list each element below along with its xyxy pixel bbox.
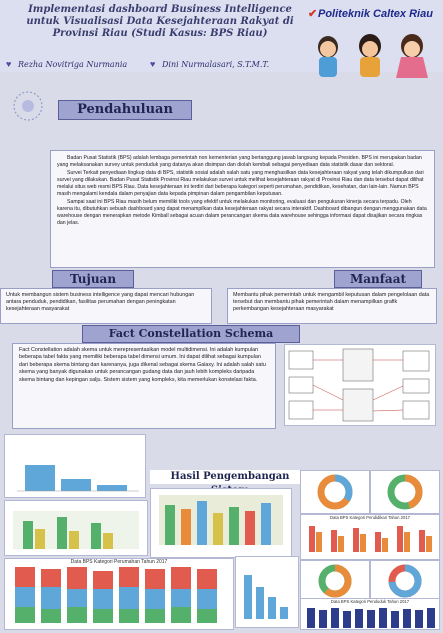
heart-icon: ♥ <box>6 59 12 69</box>
schema-diagram <box>284 344 436 426</box>
chart-card <box>4 434 146 498</box>
chart-card <box>300 514 440 560</box>
stacked-bar-chart <box>5 565 233 627</box>
donut-chart <box>371 471 439 513</box>
chart-card <box>300 470 370 514</box>
bar-chart <box>301 604 439 628</box>
chart-card <box>4 558 234 630</box>
section-heading-fact-constellation: Fact Constellation Schema <box>82 325 300 343</box>
section-heading-pendahuluan: Pendahuluan <box>58 100 192 120</box>
section-heading-tujuan: Tujuan <box>52 270 134 288</box>
stacked-bar-chart <box>151 489 291 557</box>
manfaat-text: Membantu pihak pemerintah untuk mengambil keputusan dalam pengelolaan data tersebut dan membantu pihak pemerintah dalam menampilkan grafik perkembangan kesejahteraan masyarakat <box>227 288 437 324</box>
chart-title: Data BPS Kategori Perumahan Tahun 2017 <box>70 559 168 565</box>
bar-chart <box>301 520 439 556</box>
bar-chart <box>236 557 298 627</box>
chart-card <box>4 500 148 556</box>
chart-card <box>370 470 440 514</box>
paragraph: Badan Pusat Statistik (BPS) adalah lembaga pemerintah non kementerian yang bertanggung jawab langsung kepada Presiden. BPS ini merupakan badan yang melaksanakan survey untuk penduduk yang datanya akan disimpan dan diolah kembali sebagai penyediaan data statistik dasar dan sektoral. <box>57 155 422 168</box>
tujuan-text: Untuk membangun sistem business intelligence yang dapat mencari hubungan antara penduduk, pendidikan, fasilitas perumahan dengan peningkatan kesejahteraan masyarakat <box>0 288 212 324</box>
section-heading-manfaat: Manfaat <box>334 270 422 288</box>
chart-card <box>235 556 299 628</box>
paragraph: Survei Terkait penyediaan lingkup data di BPS, statistik sosial adalah salah satu yang menghasilkan data kesejahteraan rakyat yang telah dikumpulkan dari survei yang dilakukan. Badan Pusat Statistik Provinsi Riau melakukan survei untuk melihat kesejahteraan rakyat di Provinsi Riau dan data tersebut dapat dilihat melalui situs web resmi BPS Riau. Data kesejahteraan ini terdiri dari beberapa kategori seperti perumahan, pendidikan, kesehatan, dan lain-lain. Namun BPS masih mengalami kendala dalam penyajian data kepada pimpinan dalam pengambilan keputusan. <box>57 170 424 197</box>
chart-card <box>370 560 440 602</box>
author-name: Rezha Novitriga Nurmania <box>18 60 128 69</box>
fact-constellation-text: Fact Constellation adalah skema untuk merepresentasikan model multidimensi. Ini adalah kumpulan beberapa tabel fakta yang memiliki beberapa tabel dimensi umum. Ini dapat dilihat sebagai kumpulan dari beberapa skema bintang dan karenanya, juga dikenal sebagai skema Galaxy. Ini adalah salah satu skema yang banyak digunakan untuk perancangan gudang data dan jauh lebih kompleks daripada skema bintang dan kepingan salju. Sistem sistem yang kompleks, kita memerlukan konstelasi fakta. <box>12 343 276 429</box>
bar-chart <box>5 435 145 497</box>
section-heading-hasil: Hasil Pengembangan <box>150 470 310 484</box>
chart-card <box>300 598 440 630</box>
supervisor-name: Dini Nurmalasari, S.T.M.T. <box>162 60 270 69</box>
bar-chart <box>5 501 147 555</box>
chart-card <box>150 488 292 558</box>
decorative-doodle <box>8 86 48 126</box>
chart-title: Data BPS Kategori Penduduk Tahun 2017 <box>330 599 410 604</box>
paragraph: Sampai saat ini BPS Riau masih belum memiliki tools yang efektif untuk melakukan monitoring, evaluasi dan pengukuran kinerja secara terpadu. Oleh karena itu, dibutuhkan sebuah dashboard yang dapat menampilkan data kesejahteraan rakyat secara interaktif. Dashboard dibangun dengan menggunakan data warehouse dengan menerapkan metode Kimball sebagai acuan dalam perancangan skema data warehouse sehingga informasi dapat disajikan secara ringkas dan jelas. <box>57 199 427 226</box>
children-illustration <box>300 22 440 82</box>
heart-icon: ♥ <box>150 59 156 69</box>
logo-icon: ✔ <box>308 8 318 20</box>
chart-card <box>300 560 370 602</box>
donut-chart <box>371 561 439 601</box>
chart-title: Data BPS Kategori Pendidikan Tahun 2017 <box>329 515 410 520</box>
donut-chart <box>301 561 369 601</box>
donut-chart <box>301 471 369 513</box>
poster-title: Implementasi dashboard Business Intelligence untuk Visualisasi Data Kesejahteraan Rakyat di Provinsi Riau (Studi Kasus: BPS Riau) <box>26 4 294 39</box>
pendahuluan-panel <box>50 150 435 268</box>
institution-logo: Politeknik Caltex Riau <box>318 8 433 20</box>
